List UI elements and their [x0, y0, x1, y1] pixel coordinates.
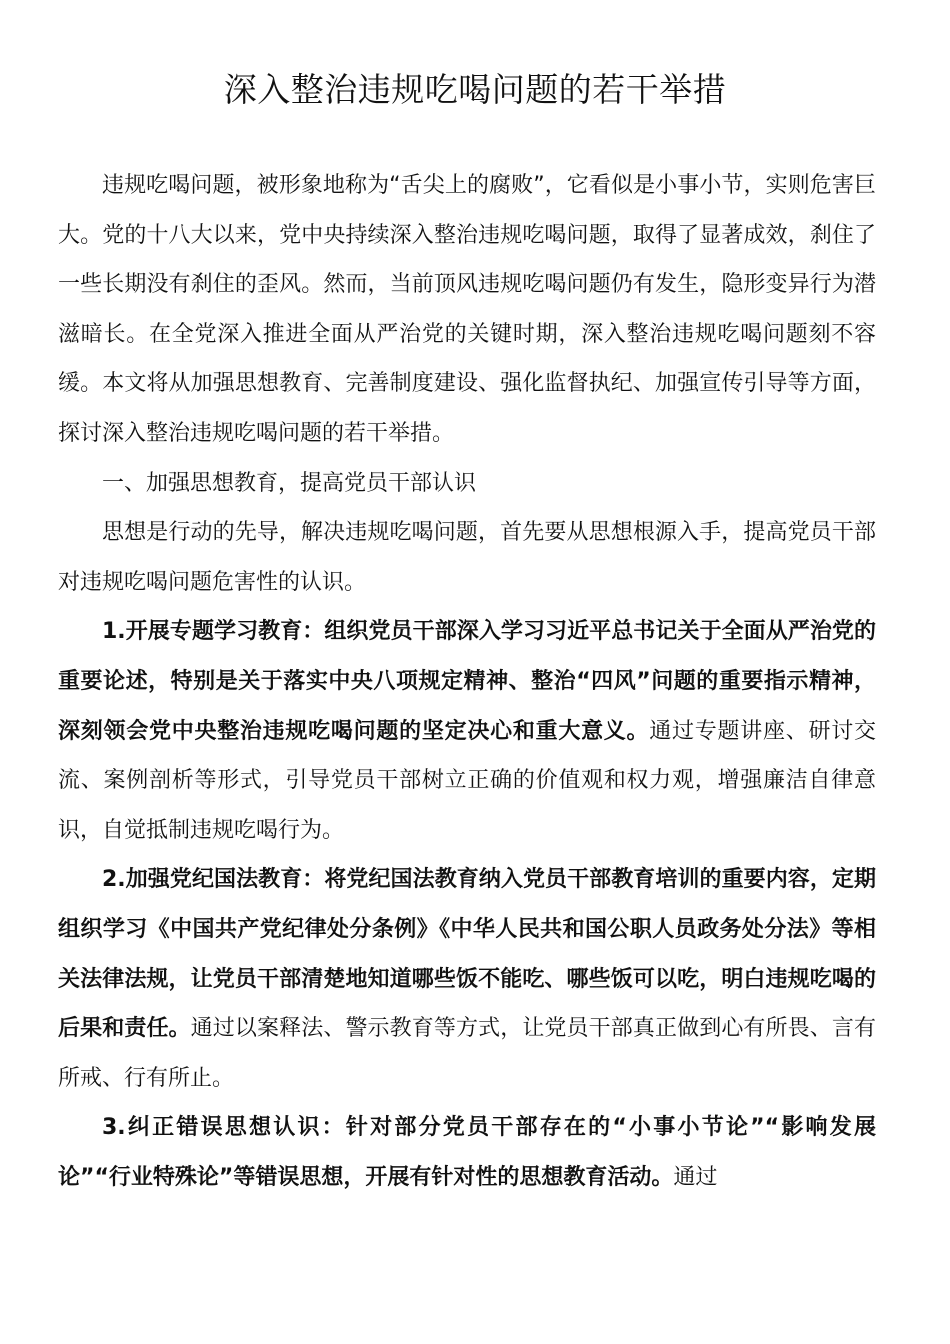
paragraph-item-2	[58, 855, 876, 1103]
paragraph-section-intro	[58, 508, 876, 607]
paragraph-item-2-bold: 2.加强党纪国法教育：将党纪国法教育纳入党员干部教育培训的重要内容，定期组织学习《中国共产党纪律处分条例》《中华人民共和国公职人员政务处分法》等相关法律法规，让党员干部清楚地知道哪些饭不能吃、哪些饭可以吃，明白违规吃喝的后果和责任。	[58, 867, 876, 1042]
paragraph-item-1-bold: 1.开展专题学习教育：组织党员干部深入学习习近平总书记关于全面从严治党的重要论述，特别是关于落实中央八项规定精神、整治“四风”问题的重要指示精神，深刻领会党中央整治违规吃喝问题的坚定决心和重大意义。	[58, 619, 876, 744]
paragraph-section-intro-text: 思想是行动的先导，解决违规吃喝问题，首先要从思想根源入手，提高党员干部对违规吃喝问题危害性的认识。	[58, 520, 876, 595]
paragraph-intro-text: 违规吃喝问题，被形象地称为“舌尖上的腐败”，它看似是小事小节，实则危害巨大。党的十八大以来，党中央持续深入整治违规吃喝问题，取得了显著成效，刹住了一些长期没有刹住的歪风。然而，当前顶风违规吃喝问题仍有发生，隐形变异行为潜滋暗长。在全党深入推进全面从严治党的关键时期，深入整治违规吃喝问题刻不容缓。本文将从加强思想教育、完善制度建设、强化监督执纪、加强宣传引导等方面，探讨深入整治违规吃喝问题的若干举措。	[58, 173, 876, 446]
section-heading-1	[58, 459, 876, 509]
paragraph-item-1-text: 通过专题讲座、研讨交流、案例剖析等形式，引导党员干部树立正确的价值观和权力观，增强廉洁自律意识，自觉抵制违规吃喝行为。	[58, 718, 876, 843]
paragraph-intro	[58, 161, 876, 459]
document-title: 深入整治违规吃喝问题的若干举措	[223, 70, 727, 109]
paragraph-item-3-bold: 3.纠正错误思想认识：针对部分党员干部存在的“小事小节论”“影响发展论”“行业特殊论”等错误思想，开展有针对性的思想教育活动。	[58, 1115, 876, 1190]
section-heading-1-text: 一、加强思想教育，提高党员干部认识	[102, 470, 477, 496]
document-body	[58, 161, 876, 1202]
paragraph-item-3	[58, 1103, 876, 1202]
paragraph-item-2-text: 通过以案释法、警示教育等方式，让党员干部真正做到心有所畏、言有所戒、行有所止。	[58, 1016, 876, 1091]
paragraph-item-3-text: 通过	[673, 1164, 718, 1190]
paragraph-item-1	[58, 607, 876, 855]
